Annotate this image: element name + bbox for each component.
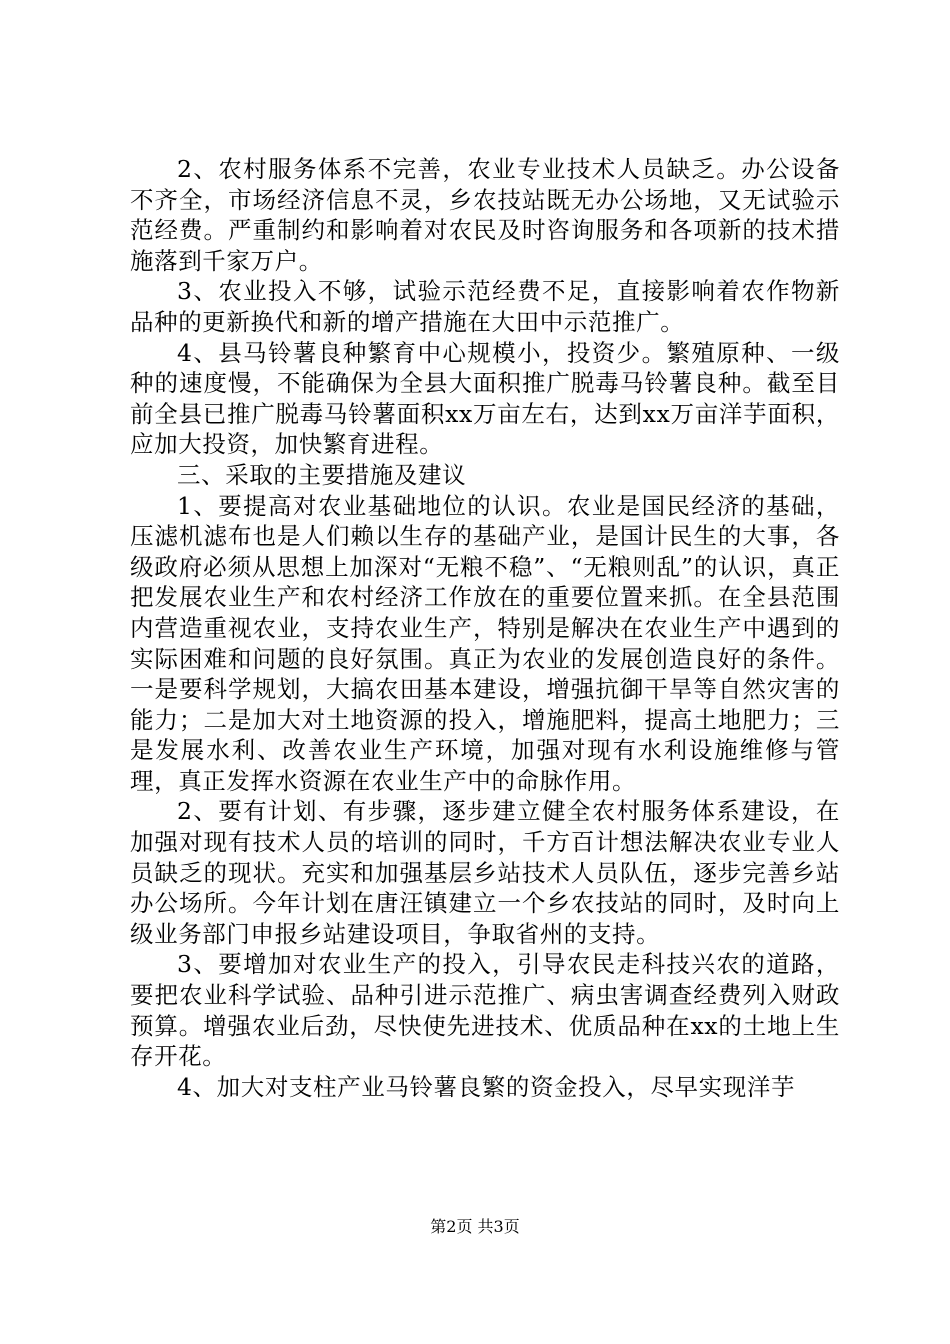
section-heading-measures: 三、采取的主要措施及建议 xyxy=(177,460,467,489)
paragraph-measure-3: 3、要增加对农业生产的投入，引导农民走科技兴农的道路，要把农业科学试验、品种引进示范推广、病虫害调查经费列入财政预算。增强农业后劲，尽快使先进技术、优质品种在xx的土地上生存开花。 xyxy=(130,950,840,1071)
document-body xyxy=(130,154,840,1102)
page-number-footer: 第2页 共3页 xyxy=(430,1217,520,1236)
paragraph-investment-shortage: 3、农业投入不够，试验示范经费不足，直接影响着农作物新品种的更新换代和新的增产措施在大田中示范推广。 xyxy=(130,277,840,336)
paragraph-potato-breeding-center: 4、县马铃薯良种繁育中心规模小，投资少。繁殖原种、一级种的速度慢，不能确保为全县大面积推广脱毒马铃薯良种。截至目前全县已推广脱毒马铃薯面积xx万亩左右，达到xx万亩洋芋面积，应加大投资，加快繁育进程。 xyxy=(130,338,840,459)
paragraph-measure-2: 2、要有计划、有步骤，逐步建立健全农村服务体系建设，在加强对现有技术人员的培训的同时，千方百计想法解决农业专业人员缺乏的现状。充实和加强基层乡站技术人员队伍，逐步完善乡站办公场所。今年计划在唐汪镇建立一个乡农技站的同时，及时向上级业务部门申报乡站建设项目，争取省州的支持。 xyxy=(130,797,840,948)
paragraph-rural-service-problem: 2、农村服务体系不完善，农业专业技术人员缺乏。办公设备不齐全，市场经济信息不灵，乡农技站既无办公场地，又无试验示范经费。严重制约和影响着对农民及时咨询服务和各项新的技术措施落到千家万户。 xyxy=(130,155,840,275)
paragraph-measure-4: 4、加大对支柱产业马铃薯良繁的资金投入，尽早实现洋芋 xyxy=(177,1072,796,1101)
paragraph-measure-1: 1、要提高对农业基础地位的认识。农业是国民经济的基础，压滤机滤布也是人们赖以生存的基础产业，是国计民生的大事，各级政府必须从思想上加深对“无粮不稳”、“无粮则乱”的认识，真正把发展农业生产和农村经济工作放在的重要位置来抓。在全县范围内营造重视农业，支持农业生产，特别是解决在农业生产中遇到的实际困难和问题的良好氛围。真正为农业的发展创造良好的条件。一是要科学规划，大搞农田基本建设，增强抗御干旱等自然灾害的能力；二是加大对土地资源的投入，增施肥料，提高土地肥力；三是发展水利、改善农业生产环境，加强对现有水利设施维修与管理，真正发挥水资源在农业生产中的命脉作用。 xyxy=(130,491,840,795)
